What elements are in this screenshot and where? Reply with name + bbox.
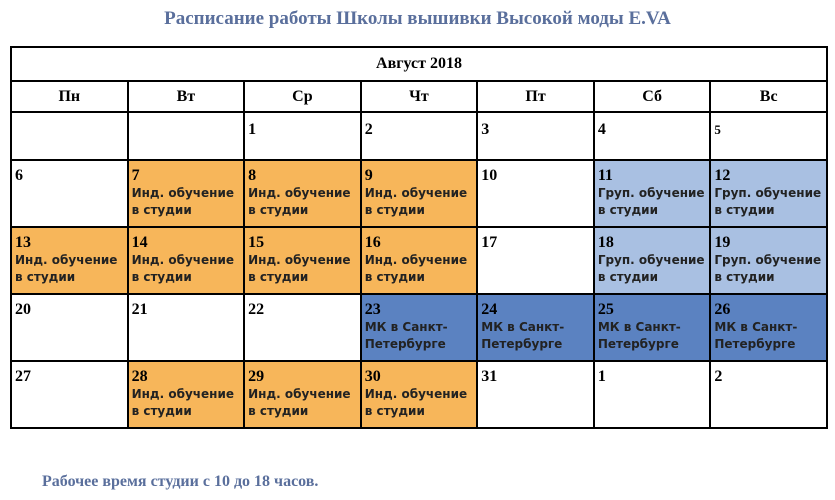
event-note: в студии [131, 203, 192, 217]
day-number: 30 [364, 368, 381, 385]
day-number: 11 [597, 167, 613, 184]
day-number: 2 [714, 368, 723, 385]
event-note: в студии [597, 203, 658, 217]
day-cell [244, 294, 361, 361]
event-note: в студии [248, 270, 309, 284]
day-number: 25 [597, 301, 614, 318]
day-cell [11, 160, 128, 227]
day-cell [710, 160, 827, 227]
day-number: 28 [131, 368, 148, 385]
event-note: в студии [15, 270, 76, 284]
day-number [12, 113, 127, 121]
day-cell [361, 112, 478, 160]
day-number: 20 [15, 301, 31, 318]
event-note: МК в Санкт- [364, 320, 448, 334]
day-cell [477, 227, 594, 294]
day-cell [244, 112, 361, 160]
page-title: Расписание работы Школы вышивки Высокой моды E.VA [164, 8, 671, 29]
day-number: 2 [364, 121, 373, 138]
day-cell [477, 361, 594, 428]
day-cell [477, 112, 594, 160]
day-number: 23 [364, 301, 381, 318]
day-number: 10 [481, 167, 498, 184]
day-number: 19 [714, 234, 731, 251]
working-hours-note: Рабочее время студии с 10 до 18 часов. [42, 473, 319, 490]
day-cell [11, 361, 128, 428]
day-cell [244, 160, 361, 227]
day-number: 4 [597, 121, 606, 138]
day-number: 8 [248, 167, 257, 184]
event-note: Инд. обучение [364, 253, 468, 267]
day-number: 24 [481, 301, 498, 318]
day-cell [11, 227, 128, 294]
event-note: в студии [364, 404, 425, 418]
day-cell [477, 294, 594, 361]
week-row [11, 294, 827, 361]
day-cell [361, 294, 478, 361]
event-note: в студии [714, 203, 775, 217]
event-note: Инд. обучение [131, 253, 234, 267]
day-number: 15 [248, 234, 265, 251]
day-cell [594, 227, 711, 294]
event-note: Петербурге [597, 337, 679, 351]
day-cell [128, 361, 245, 428]
day-number: 17 [481, 234, 498, 251]
event-note: Инд. обучение [364, 387, 468, 401]
day-cell [594, 112, 711, 160]
weekday-fri: Пт [477, 81, 594, 112]
day-number: 29 [248, 368, 265, 385]
day-number: 3 [481, 121, 490, 138]
day-cell [128, 294, 245, 361]
week-row [11, 227, 827, 294]
weekday-sun: Вс [710, 81, 827, 112]
event-note: в студии [597, 270, 658, 284]
day-cell [710, 112, 827, 160]
event-note: Инд. обучение [364, 186, 468, 200]
day-cell [128, 160, 245, 227]
week-row [11, 112, 827, 160]
event-note: Груп. обучение [714, 186, 822, 200]
day-number: 18 [597, 234, 614, 251]
weekday-sat: Сб [594, 81, 711, 112]
day-cell [244, 361, 361, 428]
day-number: 5 [714, 122, 721, 137]
day-cell [594, 361, 711, 428]
day-number: 31 [481, 368, 498, 385]
weekday-tue: Вт [128, 81, 245, 112]
day-cell [710, 361, 827, 428]
day-number: 13 [15, 234, 31, 251]
day-number [129, 113, 244, 121]
day-number: 21 [131, 301, 148, 318]
event-note: Петербурге [714, 337, 796, 351]
event-note: Груп. обучение [597, 253, 705, 267]
day-number: 22 [248, 301, 265, 318]
day-number: 26 [714, 301, 731, 318]
day-cell [594, 294, 711, 361]
day-cell [11, 294, 128, 361]
event-note: МК в Санкт- [597, 320, 681, 334]
day-cell [710, 294, 827, 361]
event-note: в студии [364, 203, 425, 217]
day-cell [710, 227, 827, 294]
event-note: в студии [714, 270, 775, 284]
day-cell [477, 160, 594, 227]
event-note: в студии [248, 404, 309, 418]
event-note: в студии [131, 404, 192, 418]
week-row [11, 160, 827, 227]
event-note: Инд. обучение [248, 186, 351, 200]
day-cell [361, 227, 478, 294]
day-cell [361, 361, 478, 428]
weekday-header-row [11, 81, 827, 112]
event-note: в студии [364, 270, 425, 284]
day-cell [128, 227, 245, 294]
day-cell [244, 227, 361, 294]
day-number: 27 [15, 368, 31, 385]
day-cell [361, 160, 478, 227]
event-note: Инд. обучение [248, 253, 351, 267]
event-note: Инд. обучение [131, 387, 234, 401]
event-note: МК в Санкт- [714, 320, 798, 334]
week-row [11, 361, 827, 428]
calendar-table [10, 46, 828, 429]
event-note: Груп. обучение [714, 253, 822, 267]
day-cell [128, 112, 245, 160]
weekday-mon: Пн [11, 81, 128, 112]
weekday-wed: Ср [244, 81, 361, 112]
event-note: Петербурге [481, 337, 563, 351]
event-note: Инд. обучение [15, 253, 118, 267]
day-number: 1 [597, 368, 606, 385]
day-cell [11, 112, 128, 160]
event-note: Груп. обучение [597, 186, 705, 200]
day-number: 1 [248, 121, 257, 138]
day-number: 9 [364, 167, 373, 184]
event-note: в студии [248, 203, 309, 217]
event-note: Инд. обучение [131, 186, 234, 200]
day-number: 14 [131, 234, 148, 251]
day-number: 6 [15, 167, 23, 184]
day-number: 7 [131, 167, 140, 184]
day-number: 16 [364, 234, 381, 251]
event-note: в студии [131, 270, 192, 284]
event-note: МК в Санкт- [481, 320, 565, 334]
weekday-thu: Чт [361, 81, 478, 112]
day-cell [594, 160, 711, 227]
day-number: 12 [714, 167, 731, 184]
event-note: Инд. обучение [248, 387, 351, 401]
month-header: Август 2018 [11, 47, 827, 81]
event-note: Петербурге [364, 337, 446, 351]
